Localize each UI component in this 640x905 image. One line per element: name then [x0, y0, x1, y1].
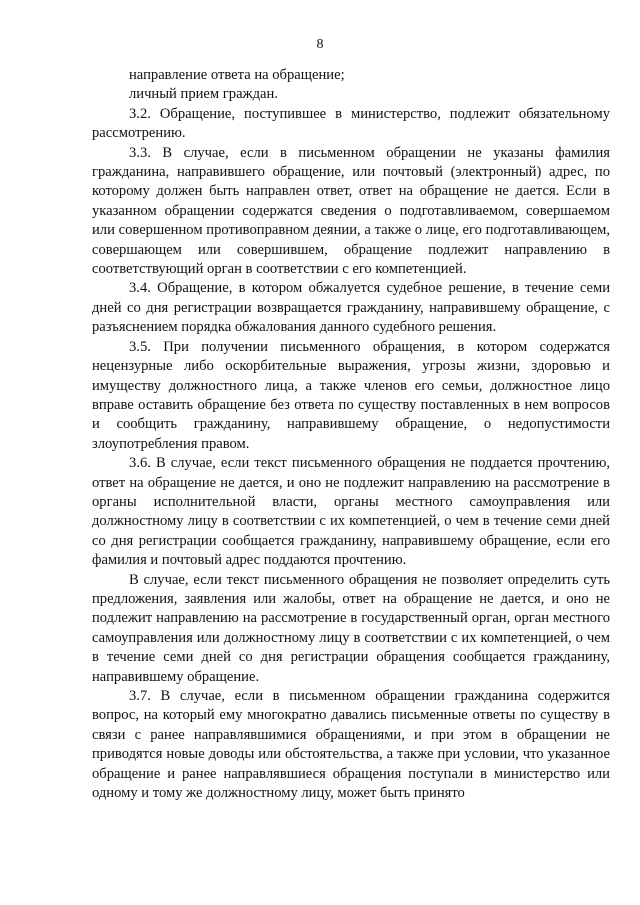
list-item: направление ответа на обращение; [129, 67, 345, 83]
paragraph-3-3: 3.3. В случае, если в письменном обращении не указаны фамилия гражданина, направившего обращение, или почтовый (электронный) адрес, по которому должен быть направлен ответ, ответ на обращение не дается. Если в указанном обращении содержатся сведения о подготавливаемом, совершаемом или совершенном противоправном деянии, а также о лице, его подготавливающем, совершающем или совершившем, обращение подлежит направлению в соответствующий орган в соответствии с его компетенцией. [92, 144, 610, 278]
paragraph-3-5: 3.5. При получении письменного обращения, в котором содержатся нецензурные либо оскорбительные выражения, угрозы жизни, здоровью и имуществу должностного лица, а также членов его семьи, должностное лицо вправе оставить обращение без ответа по существу поставленных в нем вопросов и сообщить гражданину, направившему обращение, о недопустимости злоупотребления правом. [92, 338, 610, 452]
document-body [92, 66, 610, 803]
paragraph-3-7: 3.7. В случае, если в письменном обращении гражданина содержится вопрос, на который ему многократно давались письменные ответы по существу в связи с ранее направлявшимися обращениями, и при этом в обращении не приводятся новые доводы или обстоятельства, а также при условии, что указанное обращение и ранее направлявшиеся обращения поступали в министерство или одному и тому же должностному лицу, может быть принято [92, 688, 610, 802]
list-item: личный прием граждан. [129, 86, 278, 103]
paragraph-3-6-cont: В случае, если текст письменного обращения не позволяет определить суть предложения, заявления или жалобы, ответ на обращение не дается, и оно не подлежит направлению на рассмотрение в государственный орган, орган местного самоуправления или должностному лицу в соответствии с их компетенцией, о чем в течение семи дней со дня регистрации обращения сообщается гражданину, направившему обращение. [92, 571, 610, 685]
paragraph-3-6: 3.6. В случае, если текст письменного обращения не поддается прочтению, ответ на обращение не дается, и оно не подлежит направлению на рассмотрение в органы исполнительной власти, органы местного самоуправления или должностному лицу в соответствии с их компетенцией, о чем в течение семи дней со дня регистрации сообщается гражданину, направившему обращение, если его фамилия и почтовый адрес поддаются прочтению. [92, 455, 610, 569]
page-number: 8 [316, 37, 324, 52]
paragraph-3-2: 3.2. Обращение, поступившее в министерство, подлежит обязательному рассмотрению. [92, 105, 610, 142]
paragraph-3-4: 3.4. Обращение, в котором обжалуется судебное решение, в течение семи дней со дня регистрации возвращается гражданину, направившему обращение, с разъяснением порядка обжалования данного судебного решения. [92, 280, 610, 336]
